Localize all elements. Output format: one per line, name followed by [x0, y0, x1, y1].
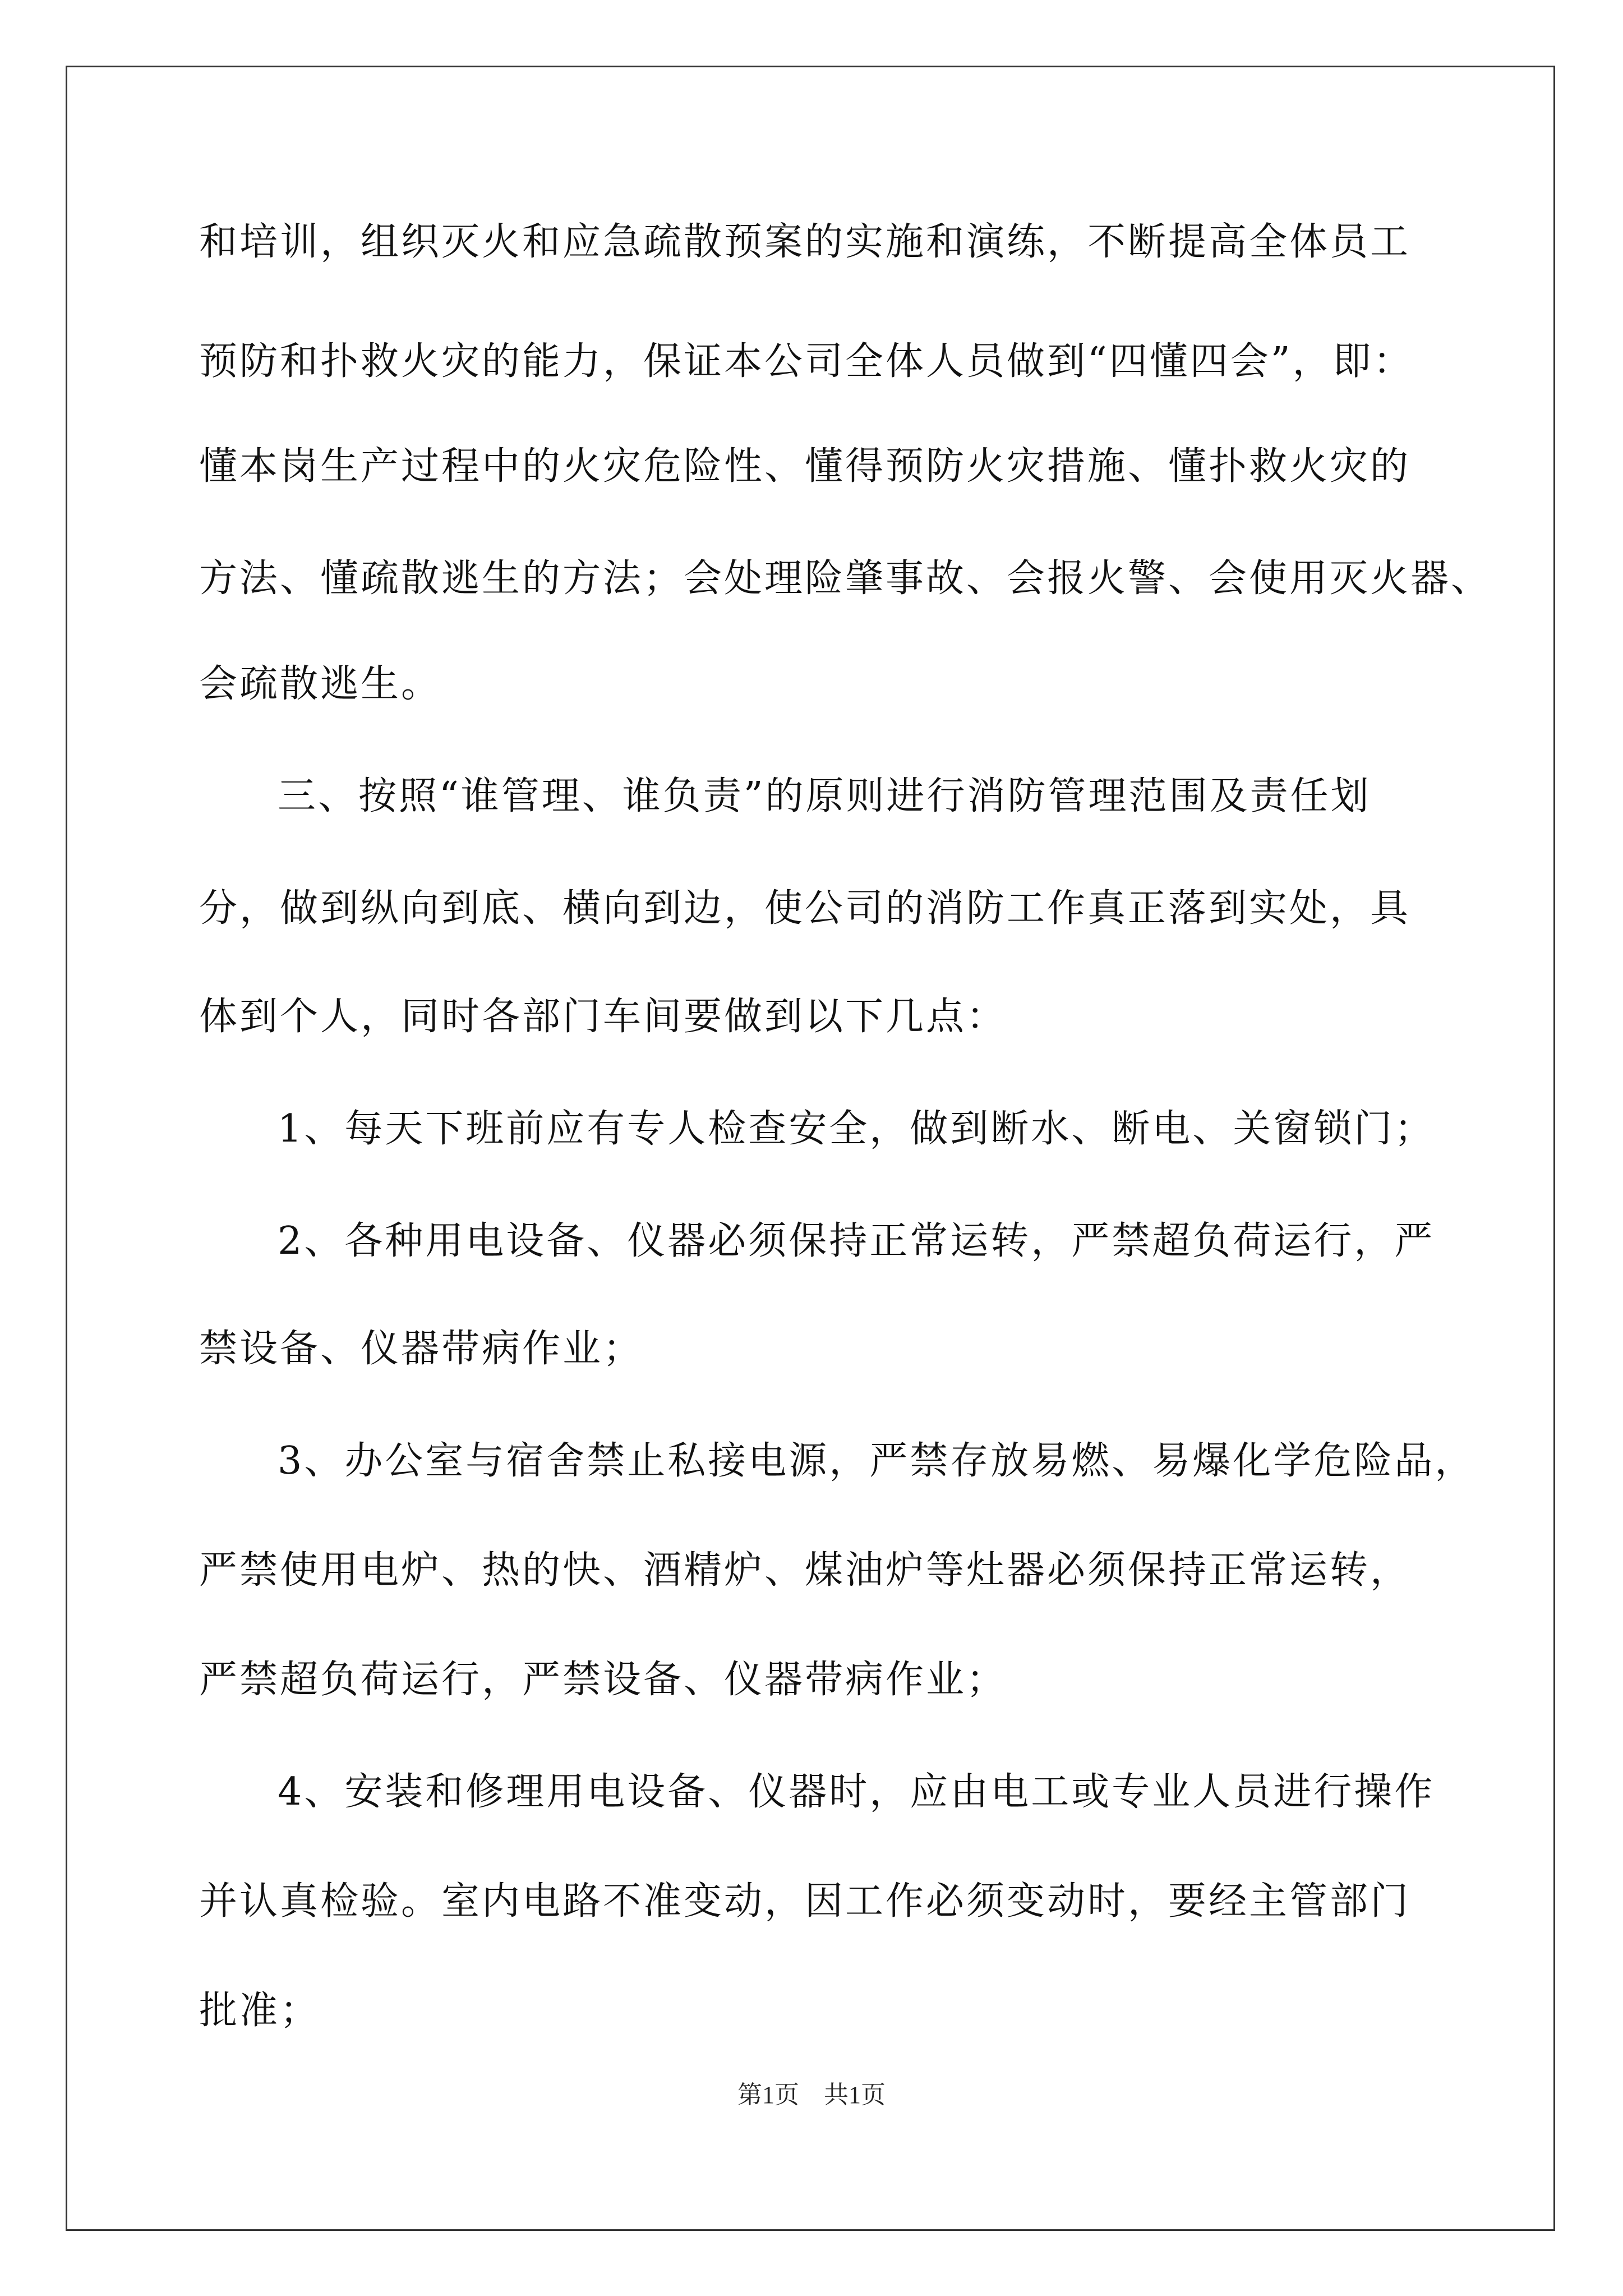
text-line: 懂本岗生产过程中的火灾危险性、懂得预防火灾措施、懂扑救火灾的	[199, 444, 1411, 489]
text-line: 严禁使用电炉、热的快、酒精炉、煤油炉等灶器必须保持正常运转，	[199, 1548, 1411, 1593]
paragraph-first-line: 三、按照“谁管理、谁负责”的原则进行消防管理范围及责任划	[278, 774, 1371, 818]
text-line: 会疏散逃生。	[199, 662, 442, 706]
list-item-4: 4、安装和修理用电设备、仪器时，应由电工或专业人员进行操作	[278, 1770, 1435, 1814]
list-item-3: 3、办公室与宿舍禁止私接电源，严禁存放易燃、易爆化学危险品，	[278, 1439, 1476, 1483]
list-item-1: 1、每天下班前应有专人检查安全，做到断水、断电、关窗锁门；	[278, 1107, 1435, 1151]
text-line: 和培训，组织灭火和应急疏散预案的实施和演练，不断提高全体员工	[199, 220, 1411, 264]
text-line: 分，做到纵向到底、横向到边，使公司的消防工作真正落到实处，具	[199, 886, 1411, 931]
text-line: 方法、懂疏散逃生的方法；会处理险肇事故、会报火警、会使用灭火器、	[199, 556, 1492, 601]
text-line: 批准；	[199, 1989, 321, 2033]
text-line: 预防和扑救火灾的能力，保证本公司全体人员做到“四懂四会”，即：	[199, 339, 1414, 384]
page-footer: 第1页 共1页	[737, 2081, 886, 2109]
text-line: 体到个人，同时各部门车间要做到以下几点：	[199, 995, 1007, 1039]
text-line: 并认真检验。室内电路不准变动，因工作必须变动时，要经主管部门	[199, 1879, 1411, 1924]
text-line: 严禁超负荷运行，严禁设备、仪器带病作业；	[199, 1658, 1007, 1702]
text-line: 禁设备、仪器带病作业；	[199, 1327, 644, 1371]
list-item-2: 2、各种用电设备、仪器必须保持正常运转，严禁超负荷运行，严	[278, 1219, 1435, 1263]
